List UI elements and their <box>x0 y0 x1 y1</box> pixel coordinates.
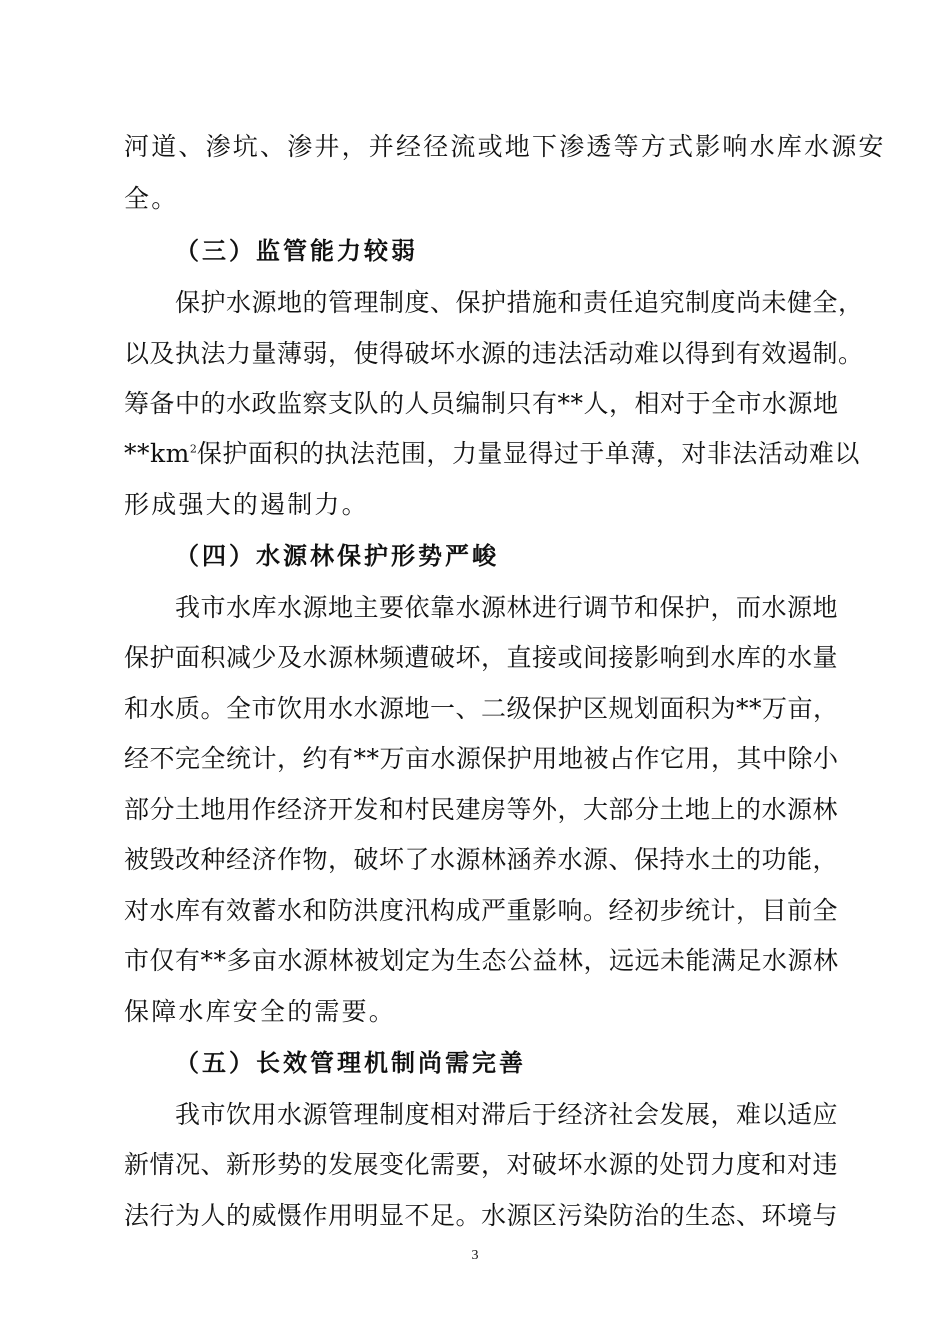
area-value: **km <box>124 439 190 468</box>
paragraph-line: 市仅有**多亩水源林被划定为生态公益林，远远未能满足水源林 <box>124 946 839 975</box>
paragraph-line: 河道、渗坑、渗井，并经径流或地下渗透等方式影响水库水源安 <box>124 132 886 161</box>
section-heading-5: （五）长效管理机制尚需完善 <box>175 1049 526 1077</box>
section-heading-4: （四）水源林保护形势严峻 <box>175 542 499 570</box>
paragraph-line: 对水库有效蓄水和防洪度汛构成严重影响。经初步统计，目前全 <box>124 896 839 925</box>
paragraph-line: 以及执法力量薄弱，使得破坏水源的违法活动难以得到有效遏制。 <box>124 339 864 368</box>
paragraph-line: 筹备中的水政监察支队的人员编制只有**人，相对于全市水源地 <box>124 389 839 418</box>
paragraph-line: 形成强大的遏制力。 <box>124 490 369 519</box>
paragraph-line: 全。 <box>124 184 179 213</box>
paragraph-text: 保护面积的执法范围，力量显得过于单薄，对非法活动难以 <box>196 439 860 468</box>
paragraph-line-with-unit <box>124 439 860 469</box>
paragraph-line: 我市水库水源地主要依靠水源林进行调节和保护，而水源地 <box>175 593 839 622</box>
paragraph-line: 法行为人的威慑作用明显不足。水源区污染防治的生态、环境与 <box>124 1201 839 1230</box>
paragraph-line: 被毁改种经济作物，破坏了水源林涵养水源、保持水土的功能， <box>124 845 839 874</box>
paragraph-line: 保障水库安全的需要。 <box>124 997 397 1026</box>
paragraph-line: 部分土地用作经济开发和村民建房等外，大部分土地上的水源林 <box>124 795 839 824</box>
section-heading-3: （三）监管能力较弱 <box>175 237 418 265</box>
paragraph-line: 保护水源地的管理制度、保护措施和责任追究制度尚未健全， <box>175 288 864 317</box>
page-number: 3 <box>471 1248 479 1263</box>
superscript: 2 <box>189 442 197 456</box>
paragraph-line: 经不完全统计，约有**万亩水源保护用地被占作它用，其中除小 <box>124 744 839 773</box>
paragraph-line: 新情况、新形势的发展变化需要，对破坏水源的处罚力度和对违 <box>124 1150 839 1179</box>
paragraph-line: 保护面积减少及水源林频遭破坏，直接或间接影响到水库的水量 <box>124 643 839 672</box>
paragraph-line: 和水质。全市饮用水水源地一、二级保护区规划面积为**万亩， <box>124 694 839 723</box>
paragraph-line: 我市饮用水源管理制度相对滞后于经济社会发展，难以适应 <box>175 1100 839 1129</box>
